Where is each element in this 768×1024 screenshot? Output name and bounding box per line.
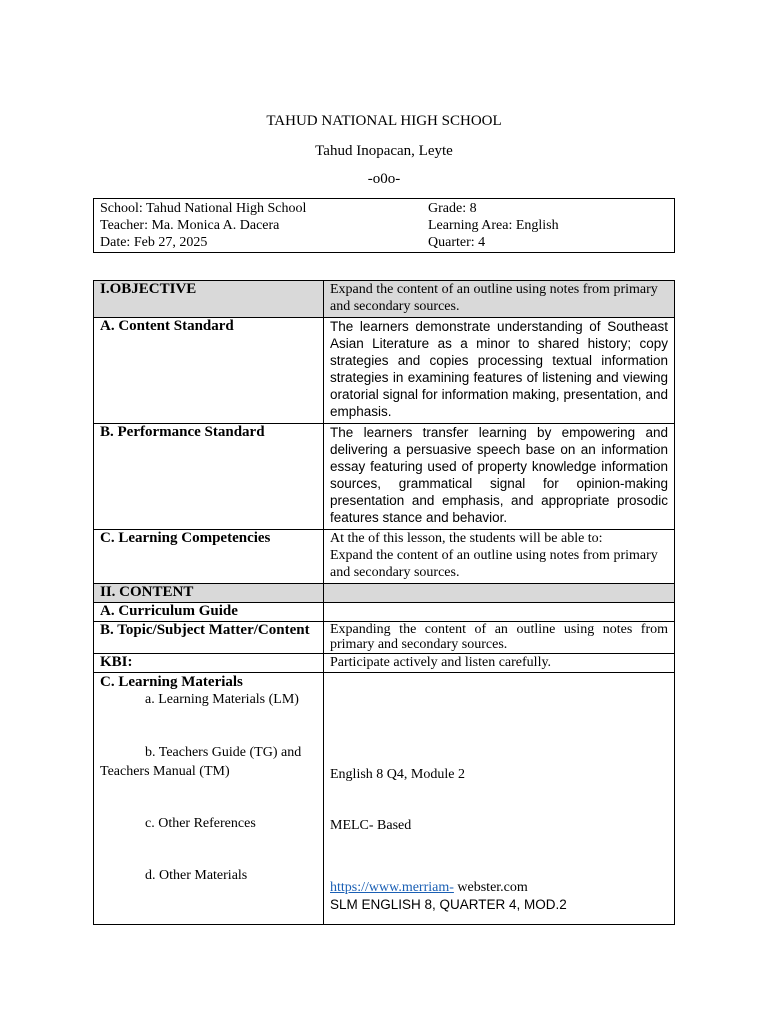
tg-value: English 8 Q4, Module 2 <box>330 767 465 782</box>
info-grade: Grade: 8 <box>428 201 477 216</box>
school-location: Tahud Inopacan, Leyte <box>315 143 453 159</box>
content-label: II. CONTENT <box>94 584 324 603</box>
materials-tm: Teachers Manual (TM) <box>100 764 230 779</box>
competencies-label: C. Learning Competencies <box>94 530 324 584</box>
materials-value-cell <box>324 673 675 925</box>
topic-value: Expanding the content of an outline using notes from primary and secondary sources. <box>324 622 675 654</box>
references-value: MELC- Based <box>330 818 412 833</box>
content-standard-value: The learners demonstrate understanding of Southeast Asian Literature as a minor to shared history; copy strategies and copies processing textual information strategies in examining features of listening and viewing oratorial signal for information making, presentation, and emphasis. <box>324 318 675 424</box>
materials-other-references: c. Other References <box>145 816 256 831</box>
link-rest: webster.com <box>453 880 528 895</box>
competencies-intro: At the of this lesson, the students will be able to: <box>330 531 603 546</box>
objective-label: I.OBJECTIVE <box>94 281 324 318</box>
school-name: TAHUD NATIONAL HIGH SCHOOL <box>266 113 502 129</box>
link-line <box>330 879 668 896</box>
materials-lm: a. Learning Materials (LM) <box>145 692 299 707</box>
competencies-value <box>324 530 675 584</box>
performance-standard-value: The learners transfer learning by empowering and delivering a persuasive speech base on an information essay featuring used of property knowledge information sources, grammatical signal for opinion-making presentation and emphasis, and appropriate prosodic features stance and behavior. <box>324 424 675 530</box>
curriculum-guide-label: A. Curriculum Guide <box>94 603 324 622</box>
topic-label: B. Topic/Subject Matter/Content <box>94 622 324 654</box>
divider-text: -o0o- <box>367 171 401 187</box>
info-teacher: Teacher: Ma. Monica A. Dacera <box>100 218 280 233</box>
info-date: Date: Feb 27, 2025 <box>100 235 208 250</box>
competencies-text: Expand the content of an outline using notes from primary and secondary sources. <box>330 548 658 580</box>
materials-tg: b. Teachers Guide (TG) and <box>145 745 302 760</box>
info-school: School: Tahud National High School <box>100 201 307 216</box>
kbi-label: KBI: <box>94 654 324 673</box>
slm-value: SLM ENGLISH 8, QUARTER 4, MOD.2 <box>330 897 567 912</box>
performance-standard-label: B. Performance Standard <box>94 424 324 530</box>
materials-other-materials: d. Other Materials <box>145 868 248 883</box>
info-learning-area: Learning Area: English <box>428 218 559 233</box>
content-value <box>324 584 675 603</box>
materials-label-cell <box>94 673 324 925</box>
info-table <box>93 198 675 253</box>
objective-value: Expand the content of an outline using notes from primary and secondary sources. <box>324 281 675 318</box>
info-quarter: Quarter: 4 <box>428 235 486 250</box>
lesson-plan-table <box>93 280 675 925</box>
curriculum-guide-value <box>324 603 675 622</box>
materials-label: C. Learning Materials <box>100 674 243 690</box>
kbi-value: Participate actively and listen carefully. <box>324 654 675 673</box>
content-standard-label: A. Content Standard <box>94 318 324 424</box>
merriam-webster-link[interactable]: https://www.merriam- <box>330 880 454 895</box>
